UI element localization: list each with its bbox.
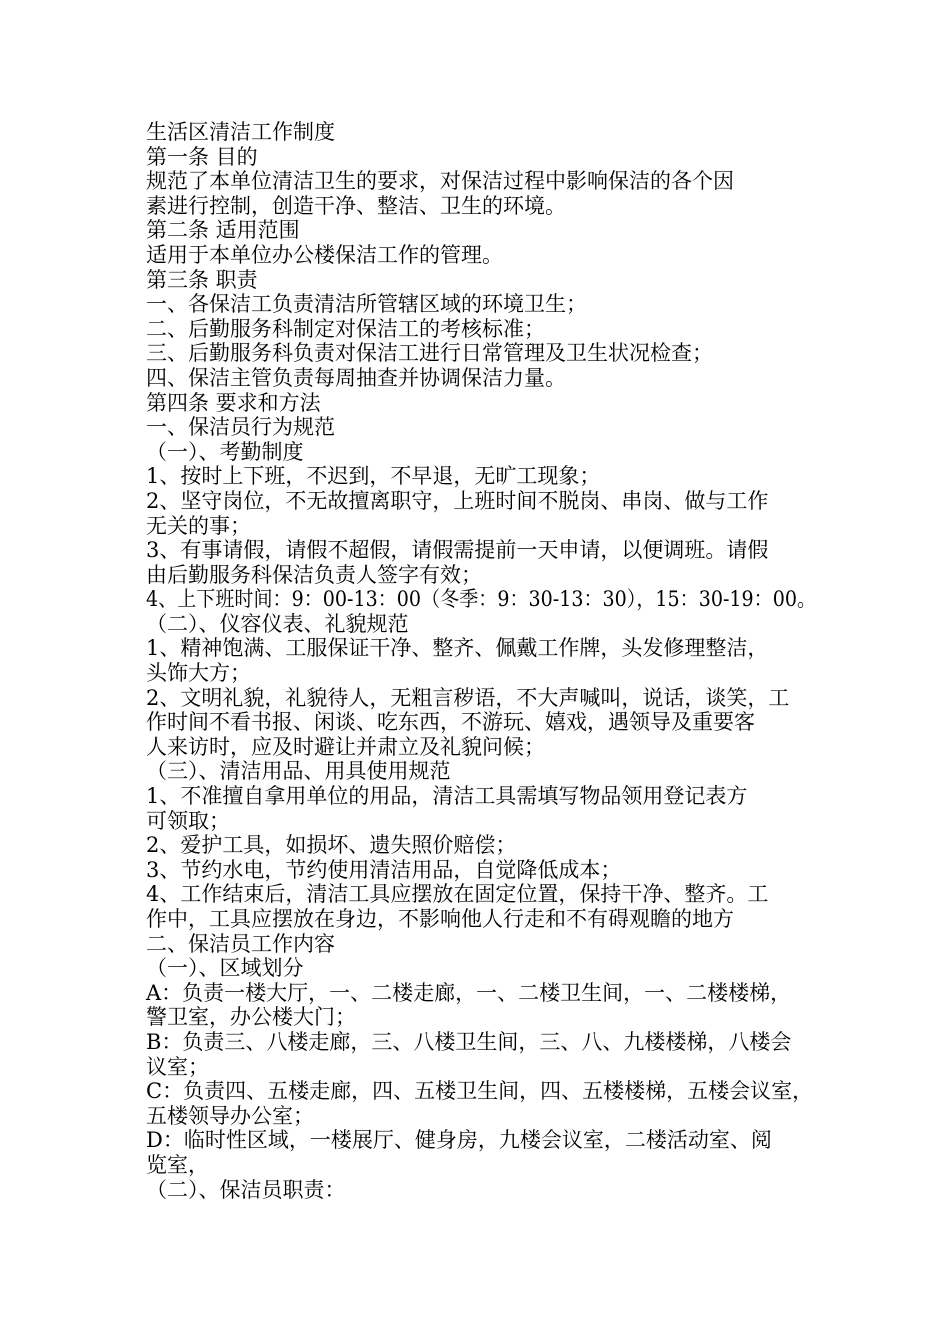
subsection-heading: （二）、保洁员职责： [146,1177,346,1202]
subsection-heading: （一）、考勤制度 [146,439,304,464]
list-item: 2、坚守岗位，不无故擅离职守，上班时间不脱岗、串岗、做与工作 [146,488,769,513]
article-3-heading: 第三条 职责 [146,267,258,292]
list-item: 1、按时上下班，不迟到，不早退，无旷工现象； [146,464,601,489]
list-item: 三、后勤服务科负责对保洁工进行日常管理及卫生状况检查； [146,341,713,366]
subsection-heading: （三）、清洁用品、用具使用规范 [146,759,451,784]
list-item: A：负责一楼大厅，一、二楼走廊，一、二楼卫生间，一、二楼楼梯， [146,980,792,1005]
subsection-heading: （二）、仪容仪表、礼貌规范 [146,611,409,636]
document-title: 生活区清洁工作制度 [146,120,335,144]
paragraph-line: 规范了本单位清洁卫生的要求，对保洁过程中影响保洁的各个因 [146,169,734,194]
list-item-continuation: 头饰大方； [146,661,251,686]
list-item: 4、上下班时间：9：00-13：00（冬季：9：30-13：30），15：30-19：00。 [146,587,817,612]
list-item: B：负责三、八楼走廊，三、八楼卫生间，三、八、九楼楼梯，八楼会 [146,1029,792,1054]
list-item: 4、工作结束后，清洁工具应摆放在固定位置，保持干净、整齐。工 [146,882,769,907]
list-item: 2、爱护工具，如损坏、遗失照价赔偿； [146,833,517,858]
list-item-continuation: 可领取； [146,808,230,833]
list-item: 3、节约水电，节约使用清洁用品，自觉降低成本； [146,857,622,882]
list-item-continuation: 五楼领导办公室； [146,1103,314,1128]
list-item-continuation: 览室， [146,1152,209,1177]
list-item: 1、精神饱满、工服保证干净、整齐、佩戴工作牌，头发修理整洁， [146,636,769,661]
list-item: 一、各保洁工负责清洁所管辖区域的环境卫生； [146,292,587,317]
article-2-heading: 第二条 适用范围 [146,218,300,243]
section-heading: 二、保洁员工作内容 [146,931,335,956]
list-item-continuation: 由后勤服务科保洁负责人签字有效； [146,562,482,587]
article-4-heading: 第四条 要求和方法 [146,390,321,415]
list-item: 2、文明礼貌，礼貌待人，无粗言秽语，不大声喊叫，说话，谈笑，工 [146,685,790,710]
list-item-continuation: 作中，工具应摆放在身边，不影响他人行走和不有碍观瞻的地方 [146,907,734,931]
paragraph-line: 素进行控制，创造干净、整洁、卫生的环境。 [146,193,566,218]
list-item: 四、保洁主管负责每周抽查并协调保洁力量。 [146,365,566,390]
subsection-heading: （一）、区域划分 [146,956,304,981]
list-item-continuation: 议室； [146,1054,209,1079]
list-item: D：临时性区域，一楼展厅、健身房，九楼会议室，二楼活动室、阅 [146,1128,772,1153]
list-item-continuation: 无关的事； [146,513,251,538]
list-item-continuation: 警卫室，办公楼大门； [146,1005,356,1030]
list-item: C：负责四、五楼走廊，四、五楼卫生间，四、五楼楼梯，五楼会议室， [146,1079,814,1104]
document-body [146,120,816,1202]
paragraph-line: 适用于本单位办公楼保洁工作的管理。 [146,242,503,267]
list-item: 1、不准擅自拿用单位的用品，清洁工具需填写物品领用登记表方 [146,784,748,809]
section-heading: 一、保洁员行为规范 [146,415,335,440]
list-item: 3、有事请假，请假不超假，请假需提前一天申请，以便调班。请假 [146,538,769,563]
list-item-continuation: 人来访时，应及时避让并肃立及礼貌问候； [146,734,545,759]
list-item-continuation: 作时间不看书报、闲谈、吃东西，不游玩、嬉戏，遇领导及重要客 [146,710,755,735]
list-item: 二、后勤服务科制定对保洁工的考核标准； [146,316,545,341]
article-1-heading: 第一条 目的 [146,144,258,169]
